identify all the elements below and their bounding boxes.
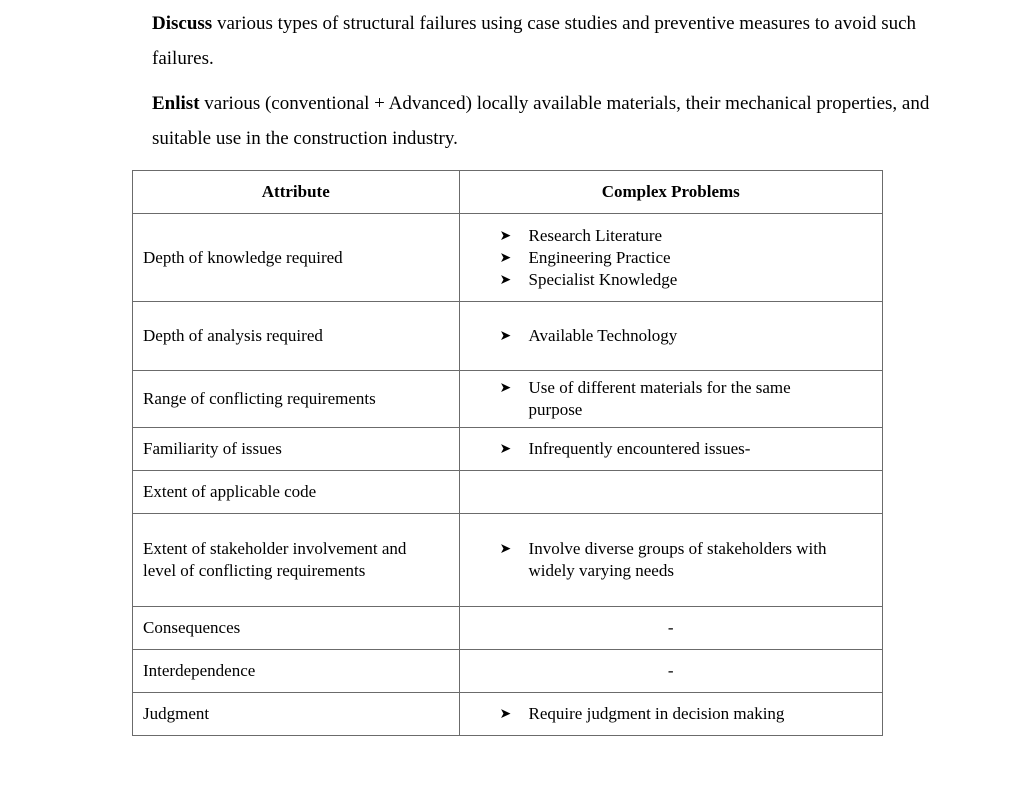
attribute-cell: Depth of knowledge required: [133, 214, 460, 302]
list-item: [500, 225, 882, 247]
arrowhead-bullet-icon: ➤: [499, 441, 512, 457]
problems-dash-cell: -: [459, 607, 882, 650]
attribute-cell: Interdependence: [133, 650, 460, 693]
list-item: [500, 247, 882, 269]
arrowhead-bullet-icon: ➤: [499, 328, 512, 344]
discuss-text: various types of structural failures using case studies and preventive measures to avoid such failures.: [152, 13, 917, 69]
problems-cell: [459, 214, 882, 302]
table-row: [133, 693, 883, 736]
list-item: [500, 438, 882, 460]
problems-dash-cell: -: [459, 650, 882, 693]
attribute-cell: Depth of analysis required: [133, 302, 460, 371]
problem-text: Research Literature: [528, 225, 663, 245]
arrowhead-bullet-icon: ➤: [499, 380, 512, 396]
problems-cell: [459, 428, 882, 471]
arrowhead-bullet-icon: ➤: [499, 271, 512, 288]
table-row: [133, 214, 883, 302]
attribute-cell: Judgment: [133, 693, 460, 736]
problems-cell: [459, 471, 882, 514]
discuss-keyword: Discuss: [152, 13, 213, 34]
arrowhead-bullet-icon: ➤: [499, 227, 512, 244]
problem-text: Specialist Knowledge: [528, 269, 678, 289]
table-header-row: [133, 171, 883, 214]
list-item: [500, 325, 882, 347]
attributes-table: [132, 170, 883, 736]
enlist-paragraph: [152, 86, 942, 156]
arrowhead-bullet-icon: ➤: [499, 541, 512, 557]
attribute-cell: Extent of stakeholder involvement and level of conflicting requirements: [133, 514, 460, 607]
attribute-cell: Range of conflicting requirements: [133, 371, 460, 428]
enlist-keyword: Enlist: [152, 93, 200, 114]
problem-text: Infrequently encountered issues-: [528, 439, 751, 458]
header-complex-problems: Complex Problems: [459, 171, 882, 214]
table-row: [133, 650, 883, 693]
list-item: [500, 377, 832, 421]
enlist-text: various (conventional + Advanced) locally available materials, their mechanical properties, and suitable use in the construction industry.: [152, 93, 930, 149]
arrowhead-bullet-icon: ➤: [499, 706, 512, 722]
header-attribute: Attribute: [133, 171, 460, 214]
table-row: [133, 428, 883, 471]
problems-cell: [459, 693, 882, 736]
attribute-cell: Familiarity of issues: [133, 428, 460, 471]
list-item: [500, 269, 882, 291]
problem-text: Involve diverse groups of stakeholders with widely varying needs: [528, 539, 827, 580]
problems-cell: [459, 514, 882, 607]
arrowhead-bullet-icon: ➤: [499, 249, 512, 266]
table-row: [133, 514, 883, 607]
attribute-cell: Extent of applicable code: [133, 471, 460, 514]
problem-text: Available Technology: [528, 326, 678, 345]
list-item: [500, 703, 882, 725]
problem-text: Engineering Practice: [528, 247, 671, 267]
list-item: [500, 538, 862, 582]
table-row: [133, 371, 883, 428]
problem-text: Use of different materials for the same purpose: [528, 378, 791, 419]
attribute-cell: Consequences: [133, 607, 460, 650]
table-row: [133, 302, 883, 371]
table-row: [133, 607, 883, 650]
problems-cell: [459, 371, 882, 428]
table-row: [133, 471, 883, 514]
problems-cell: [459, 302, 882, 371]
discuss-paragraph: [152, 6, 942, 76]
problem-text: Require judgment in decision making: [528, 704, 785, 723]
